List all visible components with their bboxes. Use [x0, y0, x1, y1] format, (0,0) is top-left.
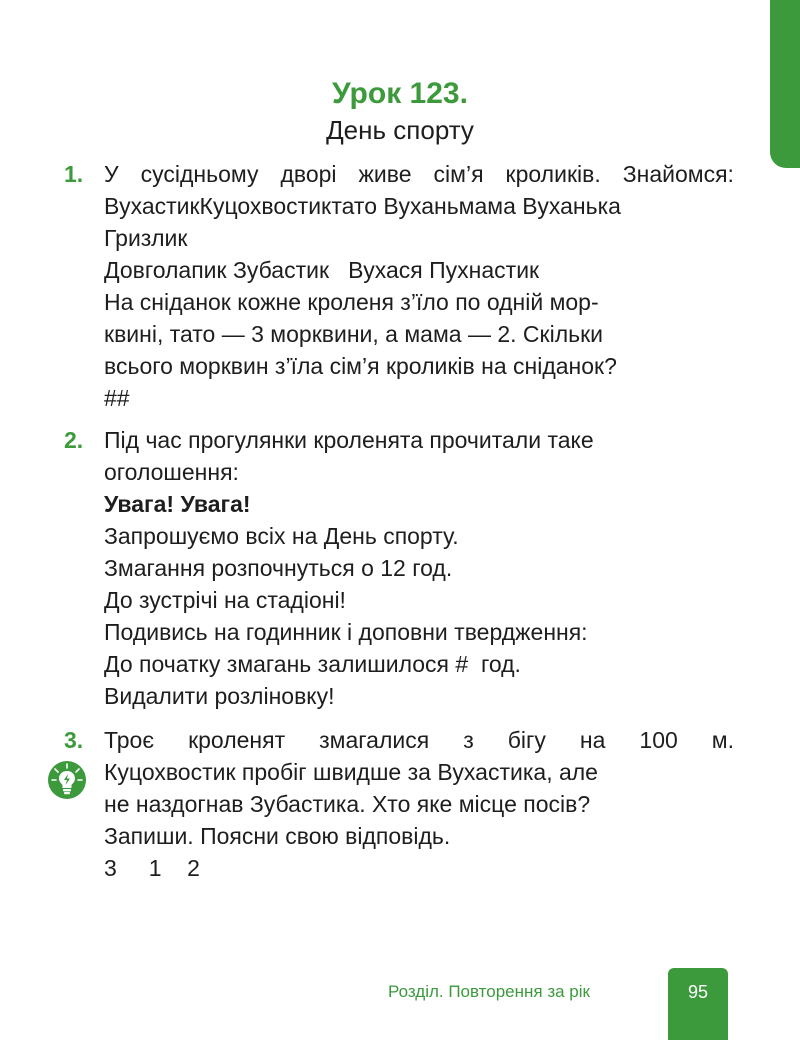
lesson-subtitle: День спорту: [326, 115, 474, 145]
task-1-line: Гризлик: [104, 225, 188, 251]
page-number-tab: [668, 968, 728, 1040]
task-2-line: Під час прогулянки кроленята прочитали таке: [104, 427, 594, 453]
task-2-text: [104, 424, 734, 712]
task-3-line: 3 1 2: [104, 855, 200, 881]
task-2-line: Подивись на годинник і доповни твердження:: [104, 619, 588, 645]
task-2-line: До початку змагань залишилося # год.: [104, 651, 521, 677]
task-2-line: До зустрічі на стадіоні!: [104, 587, 346, 613]
footer-section-label: Розділ. Повторення за рік: [388, 982, 590, 1001]
task-3-line: Куцохвостик пробіг швидше за Вухастика, але: [104, 759, 598, 785]
task-1-number: 1.: [64, 161, 84, 187]
announcement-heading: Увага! Увага!: [104, 491, 251, 517]
task-3-line: Запиши. Поясни свою відповідь.: [104, 823, 451, 849]
task-3-line: не наздогнав Зубастика. Хто яке місце посів?: [104, 791, 591, 817]
task-1-line: На сніданок кожне кроленя з’їло по одній мор-: [104, 289, 599, 315]
task-1-line: квині, тато — 3 морквини, а мама — 2. Скільки: [104, 321, 604, 347]
task-3-number: 3.: [64, 727, 84, 753]
task-1-line: всього морквин з’їла сім’я кроликів на сніданок?: [104, 353, 617, 379]
task-3-line: Троє кроленят змагалися з бігу на 100 м.: [104, 727, 734, 753]
task-3-text: [104, 724, 734, 884]
task-2-line: Змагання розпочнуться о 12 год.: [104, 555, 453, 581]
task-2-line: Запрошуємо всіх на День спорту.: [104, 523, 459, 549]
lightbulb-icon: [47, 760, 87, 800]
task-2-line: Видалити розліновку!: [104, 683, 335, 709]
task-1-line: ##: [104, 385, 130, 411]
lesson-title: Урок 123.: [332, 77, 468, 110]
task-1-line: ВухастикКуцохвостиктато Вуханьмама Вуханька: [104, 193, 621, 219]
task-1-line: У сусідньому дворі живе сім’я кроликів. Знайомся:: [104, 161, 734, 187]
task-1-text: [104, 158, 734, 414]
task-2-number: 2.: [64, 427, 84, 453]
task-2-line: оголошення:: [104, 459, 239, 485]
page-number: 95: [687, 982, 709, 1002]
task-1-line: Довголапик Зубастик Вухася Пухнастик: [104, 257, 540, 283]
